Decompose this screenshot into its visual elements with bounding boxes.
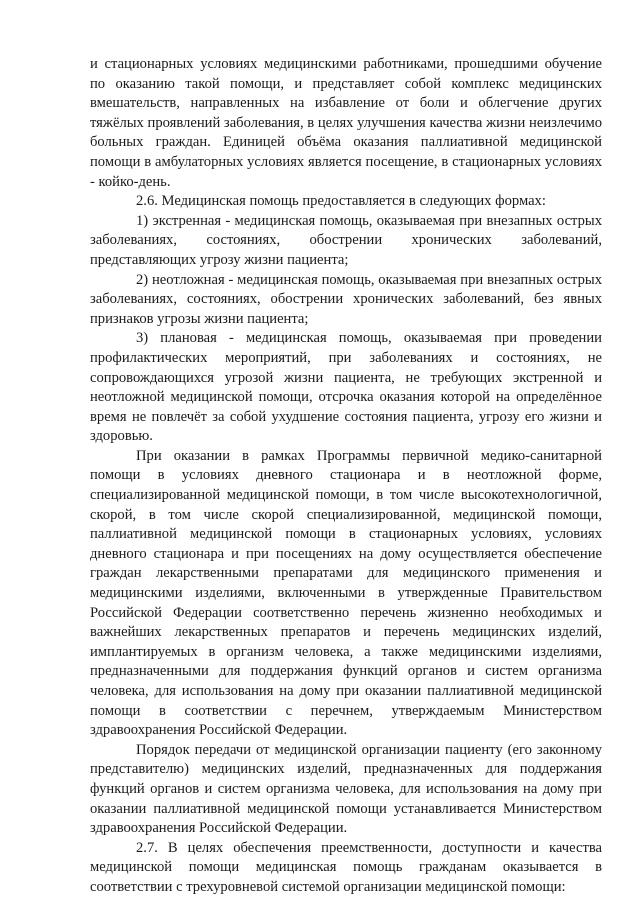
paragraph-form-urgent: 2) неотложная - медицинская помощь, оказываемая при внезапных острых заболеваниях, состояниях, обострении хронических заболеваний, без явных признаков угрозы жизни пациента; xyxy=(90,271,602,327)
paragraph-palliative-care-definition: и стационарных условиях медицинскими работниками, прошедшими обучение по оказанию такой помощи, и представляет собой комплекс медицинских вмешательств, направленных на избавление от боли и облегчение других тяжёлых проявлений заболевания, в целях улучшения качества жизни неизлечимо больных граждан. Единицей объёма оказания паллиативной медицинской помощи в амбулаторных условиях является посещение, в стационарных условиях - койко-день. xyxy=(90,56,602,190)
paragraph-form-planned: 3) плановая - медицинская помощь, оказываемая при проведении профилактических мероприятий, при заболеваниях и состояниях, не сопровождающихся угрозой жизни пациента, не требующих экстренной и неотложной медицинской помощи, отсрочка оказания которой на определённое время не повлечёт за собой ухудшение состояния пациента, угрозу его жизни и здоровью. xyxy=(90,330,602,445)
paragraph-section-2-7: 2.7. В целях обеспечения преемственности, доступности и качества медицинской помощи медицинская помощь гражданам оказывается в соответствии с трехуровневой системой организации медицинской помощи: xyxy=(90,839,602,895)
paragraph-drug-provision: При оказании в рамках Программы первичной медико-санитарной помощи в условиях дневного стационара и в неотложной форме, специализированной медицинской помощи, в том числе высокотехнологичной, скорой, в том числе скорой специализированной, медицинской помощи, паллиативной медицинской помощи в стационарных условиях, условиях дневного стационара и при посещениях на дому осуществляется обеспечение граждан лекарственными препаратами для медицинского применения и медицинскими изделиями, включенными в утвержденные Правительством Российской Федерации соответственно перечень жизненно необходимых и важнейших лекарственных препаратов и перечень медицинских изделий, имплантируемых в организм человека, а также медицинскими изделиями, предназначенными для поддержания функций органов и систем организма человека, для использования на дому при оказании паллиативной медицинской помощи в соответствии с перечнем, утверждаемым Министерством здравоохранения Российской Федерации. xyxy=(90,447,602,739)
paragraph-device-transfer-procedure: Порядок передачи от медицинской организации пациенту (его законному представителю) медицинских изделий, предназначенных для поддержания функций органов и систем организма человека, для использования на дому при оказании паллиативной медицинской помощи устанавливается Министерством здравоохранения Российской Федерации. xyxy=(90,741,602,837)
paragraph-section-2-6-heading: 2.6. Медицинская помощь предоставляется в следующих формах: xyxy=(136,193,546,210)
document-body xyxy=(90,55,602,898)
paragraph-form-emergency: 1) экстренная - медицинская помощь, оказываемая при внезапных острых заболеваниях, состояниях, обострении хронических заболеваний, представляющих угрозу жизни пациента; xyxy=(90,212,602,268)
